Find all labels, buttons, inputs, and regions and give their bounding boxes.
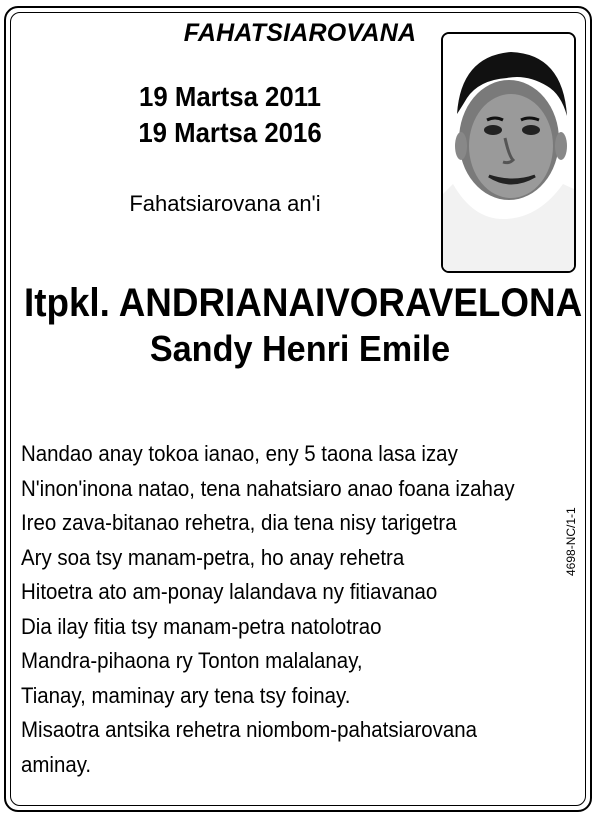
poem-line: aminay.	[21, 751, 92, 777]
deceased-name	[0, 280, 600, 372]
poem-line: Misaotra antsika rehetra niombom-pahatsiarovana	[21, 717, 478, 742]
poem-line: Nandao anay tokoa ianao, eny 5 taona lasa izay	[21, 441, 458, 466]
poem-line: N'inon'inona natao, tena nahatsiaro anao foana izahay	[21, 475, 515, 501]
poem	[21, 437, 581, 782]
poem-line: Ireo zava-bitanao rehetra, dia tena nisy tarigetra	[21, 510, 457, 535]
page-title: FAHATSIAROVANA	[168, 18, 432, 48]
name-given: Sandy Henri Emile	[149, 328, 451, 369]
reference-code: 4698-NC/1-1	[564, 507, 578, 576]
poem-line: Ary soa tsy manam-petra, ho anay rehetra	[21, 544, 405, 570]
date-end: 19 Martsa 2016	[138, 117, 322, 148]
name-title-surname: Itpkl. ANDRIANAIVORAVELONA	[24, 281, 583, 325]
poem-line: Tianay, maminay ary tena tsy foinay.	[21, 682, 351, 708]
memorial-dates	[129, 79, 331, 151]
poem-line: Mandra-pihaona ry Tonton malalanay,	[21, 648, 363, 673]
portrait-photo	[441, 32, 576, 273]
poem-line: Hitoetra ato am-ponay lalandava ny fitiavanao	[21, 579, 438, 604]
poem-line: Dia ilay fitia tsy manam-petra natolotrao	[21, 613, 382, 639]
portrait-icon	[443, 34, 574, 271]
memorial-intro: Fahatsiarovana an'i	[129, 191, 321, 216]
date-start: 19 Martsa 2011	[139, 81, 321, 112]
